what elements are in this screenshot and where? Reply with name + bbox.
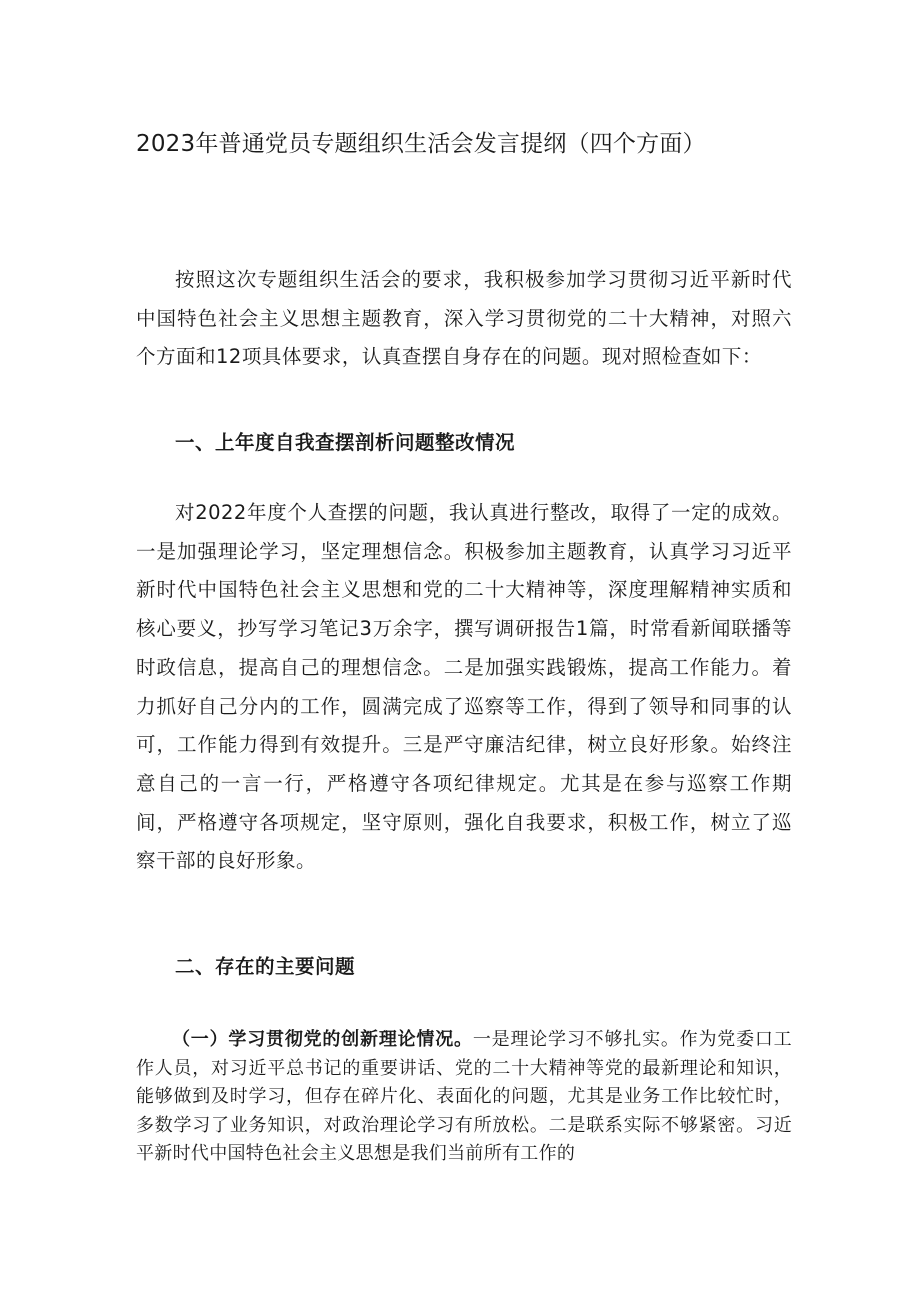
document-title: 2023年普通党员专题组织生活会发言提纲（四个方面） (136, 131, 706, 157)
section-heading-1: 一、上年度自我查摆剖析问题整改情况 (175, 431, 516, 454)
section-1-body: 对2022年度个人查摆的问题，我认真进行整改，取得了一定的成效。一是加强理论学习，坚定理想信念。积极参加主题教育，认真学习习近平新时代中国特色社会主义思想和党的二十大精神等，深度理解精神实质和核心要义，抄写学习笔记3万余字，撰写调研报告1篇，时常看新闻联播等时政信息，提高自己的理想信念。二是加强实践锻炼，提高工作能力。着力抓好自己分内的工作，圆满完成了巡察等工作，得到了领导和同事的认可，工作能力得到有效提升。三是严守廉洁纪律，树立良好形象。始终注意自己的一言一行，严格遵守各项纪律规定。尤其是在参与巡察工作期间，严格遵守各项规定，坚守原则，强化自我要求，积极工作，树立了巡察干部的良好形象。 (136, 501, 792, 873)
subsection-heading: （一）学习贯彻党的创新理论情况。 (172, 1029, 473, 1050)
intro-paragraph: 按照这次专题组织生活会的要求，我积极参加学习贯彻习近平新时代中国特色社会主义思想主题教育，深入学习贯彻党的二十大精神，对照六个方面和12项具体要求，认真查摆自身存在的问题。现对照检查如下： (136, 268, 792, 369)
subsection-body: 一是理论学习不够扎实。作为党委口工作人员，对习近平总书记的重要讲话、党的二十大精神等党的最新理论和知识，能够做到及时学习，但存在碎片化、表面化的问题，尤其是业务工作比较忙时，多数学习了业务知识，对政治理论学习有所放松。二是联系实际不够紧密。习近平新时代中国特色社会主义思想是我们当前所有工作的 (136, 1029, 792, 1165)
section-heading-2: 二、存在的主要问题 (175, 955, 356, 978)
section-2-body (136, 1026, 792, 1169)
